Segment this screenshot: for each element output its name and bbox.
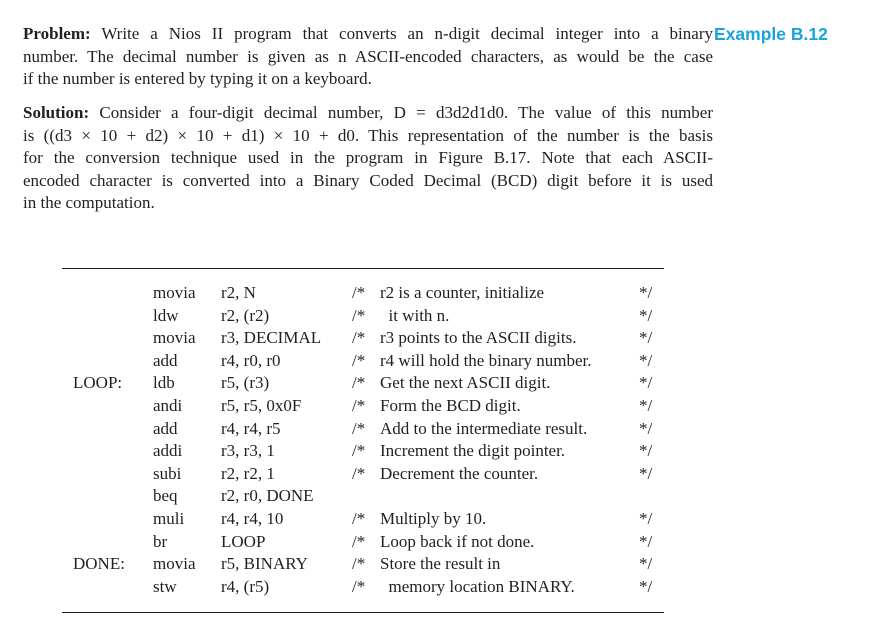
program-row bbox=[62, 553, 664, 576]
row-operands: r2, (r2) bbox=[221, 305, 270, 325]
comment-text: r4 will hold the binary number. bbox=[380, 350, 592, 370]
row-label: LOOP: bbox=[73, 373, 123, 393]
program-row bbox=[62, 282, 664, 305]
program-row bbox=[62, 485, 664, 508]
comment-open: /* bbox=[352, 554, 366, 574]
comment-open: /* bbox=[352, 418, 366, 438]
solution-line-3: for the conversion technique used in the program in Figure B.17. Note that each ASCII- bbox=[23, 148, 713, 167]
program-bottom-rule bbox=[62, 612, 664, 613]
comment-text: memory location BINARY. bbox=[380, 576, 575, 596]
program-row bbox=[62, 372, 664, 395]
comment-close: */ bbox=[639, 554, 653, 574]
comment-open: /* bbox=[352, 396, 366, 415]
comment-text: Store the result in bbox=[380, 554, 501, 574]
comment-text: Increment the digit pointer. bbox=[380, 441, 566, 461]
comment-text: r2 is a counter, initialize bbox=[380, 283, 545, 302]
comment-open: /* bbox=[352, 441, 366, 461]
comment-close: */ bbox=[639, 396, 653, 415]
comment-close: */ bbox=[639, 305, 653, 325]
row-operands: r5, r5, 0x0F bbox=[221, 396, 302, 415]
program-row bbox=[62, 463, 664, 486]
row-opcode: stw bbox=[153, 576, 177, 596]
comment-close: */ bbox=[639, 531, 653, 551]
comment-text: r3 points to the ASCII digits. bbox=[380, 328, 577, 348]
comment-open: /* bbox=[352, 373, 366, 393]
program-row bbox=[62, 576, 664, 599]
row-opcode: ldb bbox=[153, 373, 175, 393]
comment-text: Multiply by 10. bbox=[380, 509, 487, 528]
comment-open: /* bbox=[352, 576, 366, 596]
comment-text: it with n. bbox=[380, 305, 450, 325]
problem-line-3: if the number is entered by typing it on a keyboard. bbox=[23, 69, 372, 88]
solution-line-2: is ((d3 × 10 + d2) × 10 + d1) × 10 + d0. This representation of the number is the basis bbox=[23, 125, 713, 145]
row-operands: r2, r0, DONE bbox=[221, 486, 314, 506]
row-operands: r3, r3, 1 bbox=[221, 441, 275, 461]
program-row bbox=[62, 327, 664, 350]
row-opcode: addi bbox=[153, 441, 183, 461]
comment-text: Loop back if not done. bbox=[380, 531, 535, 551]
comment-open: /* bbox=[352, 531, 366, 551]
comment-open: /* bbox=[352, 328, 366, 348]
program-row bbox=[62, 305, 664, 328]
comment-text: Get the next ASCII digit. bbox=[380, 373, 551, 393]
row-opcode: add bbox=[153, 418, 178, 438]
solution-line-5: in the computation. bbox=[23, 193, 155, 212]
solution-line-1: Consider a four-digit decimal number, D = d3d2d1d0. The value of this number bbox=[99, 103, 713, 122]
row-opcode: movia bbox=[153, 283, 196, 302]
comment-close: */ bbox=[639, 441, 653, 461]
solution-label: Solution: bbox=[23, 103, 90, 122]
program-row bbox=[62, 418, 664, 441]
comment-text: Form the BCD digit. bbox=[380, 396, 521, 415]
row-opcode: movia bbox=[153, 328, 196, 348]
row-operands: r4, r0, r0 bbox=[221, 350, 281, 370]
program-row bbox=[62, 350, 664, 373]
row-opcode: movia bbox=[153, 554, 196, 574]
comment-open: /* bbox=[352, 283, 366, 302]
comment-text: Decrement the counter. bbox=[380, 463, 539, 483]
row-opcode: br bbox=[153, 531, 168, 551]
comment-open: /* bbox=[352, 305, 366, 325]
example-label: Example B.12 bbox=[714, 24, 828, 44]
solution-paragraph bbox=[23, 102, 713, 215]
row-opcode: andi bbox=[153, 396, 183, 415]
row-opcode: add bbox=[153, 350, 178, 370]
program-row bbox=[62, 395, 664, 418]
problem-line-1: Write a Nios II program that converts an n-digit decimal integer into a binary bbox=[101, 24, 713, 43]
row-operands: r5, BINARY bbox=[221, 554, 308, 574]
program-row bbox=[62, 508, 664, 531]
comment-close: */ bbox=[639, 576, 653, 596]
comment-close: */ bbox=[639, 418, 653, 438]
row-operands: r2, N bbox=[221, 283, 256, 302]
program-row bbox=[62, 440, 664, 463]
comment-text: Add to the intermediate result. bbox=[380, 418, 588, 438]
program-top-rule bbox=[62, 268, 664, 269]
row-operands: r4, r4, r5 bbox=[221, 418, 281, 438]
row-operands: r4, (r5) bbox=[221, 576, 270, 596]
solution-line-4: encoded character is converted into a Binary Coded Decimal (BCD) digit before it is used bbox=[23, 170, 713, 190]
row-operands: r3, DECIMAL bbox=[221, 328, 322, 348]
comment-open: /* bbox=[352, 509, 366, 528]
problem-paragraph bbox=[23, 23, 713, 91]
comment-close: */ bbox=[639, 463, 653, 483]
comment-close: */ bbox=[639, 509, 653, 528]
row-opcode: beq bbox=[153, 486, 178, 506]
comment-open: /* bbox=[352, 463, 366, 483]
comment-close: */ bbox=[639, 283, 653, 302]
row-operands: LOOP bbox=[221, 531, 266, 551]
row-operands: r2, r2, 1 bbox=[221, 463, 275, 483]
problem-label: Problem: bbox=[23, 24, 91, 43]
problem-line-2: number. The decimal number is given as n ASCII-encoded characters, as would be the case bbox=[23, 46, 713, 66]
row-label: DONE: bbox=[73, 554, 125, 574]
row-operands: r5, (r3) bbox=[221, 373, 270, 393]
row-opcode: subi bbox=[153, 463, 182, 483]
row-operands: r4, r4, 10 bbox=[221, 509, 284, 528]
comment-close: */ bbox=[639, 373, 653, 393]
row-opcode: ldw bbox=[153, 305, 179, 325]
comment-close: */ bbox=[639, 350, 653, 370]
row-opcode: muli bbox=[153, 509, 185, 528]
comment-open: /* bbox=[352, 350, 366, 370]
program-row bbox=[62, 531, 664, 554]
comment-close: */ bbox=[639, 328, 653, 348]
